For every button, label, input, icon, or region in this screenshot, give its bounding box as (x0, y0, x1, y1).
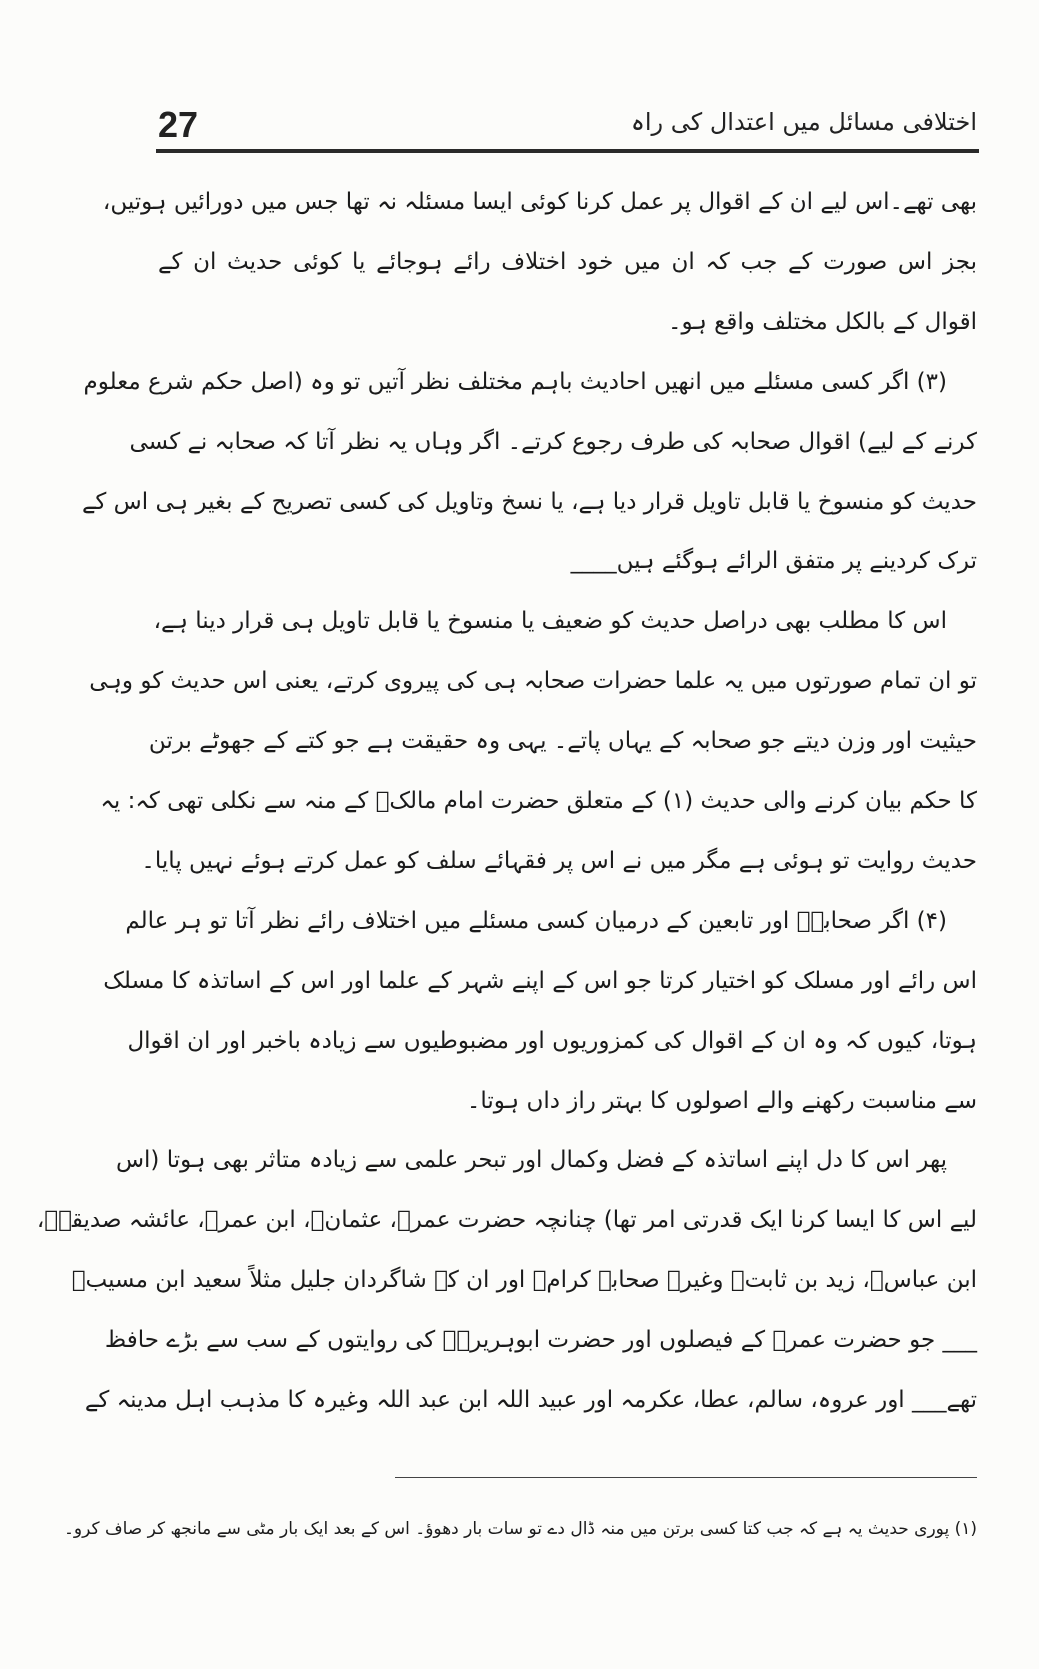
text-line: اقوال کے بالکل مختلف واقع ہو۔ (668, 308, 977, 335)
text-line: اس کا مطلب بھی دراصل حدیث کو ضعیف یا منسوخ یا قابل تاویل ہی قرار دینا ہے، (153, 608, 947, 635)
text-line: (۳) اگر کسی مسئلے میں انھیں احادیث باہم مختلف نظر آتیں تو وہ (اصل حکم شرع معلوم (83, 368, 947, 395)
text-line: سے مناسبت رکھنے والے اصولوں کا بہتر راز داں ہوتا۔ (466, 1087, 977, 1114)
text-line: کا حکم بیان کرنے والی حدیث (۱) کے متعلق حضرت امام مالکؒ کے منہ سے نکلی تھی کہ: یہ (100, 788, 977, 814)
text-line: پھر اس کا دل اپنے اساتذہ کے فضل وکمال اور تبحر علمی سے زیادہ متاثر بھی ہوتا (اس (115, 1147, 947, 1174)
text-line: کرنے کے لیے) اقوال صحابہ کی طرف رجوع کرتے۔ اگر وہاں یہ نظر آتا کہ صحابہ نے کسی (129, 428, 977, 455)
footnote-rule (395, 1477, 977, 1478)
text-line: ابن عباسؓ، زید بن ثابتؓ وغیرہ صحابہ کرامؓ اور ان کے شاگردان جلیل مثلاً سعید ابن مسیبؒ (71, 1267, 977, 1294)
running-title: اختلافی مسائل میں اعتدال کی راہ (630, 108, 977, 136)
text-line: ہوتا، کیوں کہ وہ ان کے اقوال کی کمزوریوں اور مضبوطیوں سے زیادہ باخبر اور ان اقوال (127, 1027, 977, 1054)
page-number: 27 (158, 104, 199, 145)
header-rule (156, 149, 979, 153)
footnote: (۱) پوری حدیث یہ ہے کہ جب کتا کسی برتن میں منہ ڈال دے تو سات بار دھوؤ۔ اس کے بعد ایک بار مٹی سے مانجھ کر صاف کرو۔ (63, 1519, 977, 1539)
text-line: ترک کردینے پر متفق الرائے ہوگئے ہیں____ (570, 548, 977, 575)
text-line: بھی تھے۔اس لیے ان کے اقوال پر عمل کرنا کوئی ایسا مسئلہ نہ تھا جس میں دورائیں ہوتیں، (102, 189, 977, 215)
text-line: حیثیت اور وزن دیتے جو صحابہ کے یہاں پاتے۔ یہی وہ حقیقت ہے جو کتے کے جھوٹے برتن (148, 728, 977, 755)
text-line: ___ جو حضرت عمرؓ کے فیصلوں اور حضرت ابوہریرہؓ کی روایتوں کے سب سے بڑے حافظ (104, 1327, 977, 1354)
text-line: تھے___ اور عروہ، سالم، عطا، عکرمہ اور عبید اللہ ابن عبد اللہ وغیرہ کا مذہب اہل مدینہ کے (84, 1387, 977, 1413)
text-line: حدیث کو منسوخ یا قابل تاویل قرار دیا ہے، یا نسخ وتاویل کی کسی تصریح کے بغیر ہی اس کے (81, 488, 977, 515)
text-line: (۴) اگر صحابہؓ اور تابعین کے درمیان کسی مسئلے میں اختلاف رائے نظر آتا تو ہر عالم (125, 907, 947, 934)
text-line: اس رائے اور مسلک کو اختیار کرتا جو اس کے اپنے شہر کے علما اور اس کے اساتذہ کا مسلک (103, 967, 977, 994)
text-line: حدیث روایت تو ہوئی ہے مگر میں نے اس پر فقہائے سلف کو عمل کرتے ہوئے نہیں پایا۔ (141, 847, 977, 874)
text-line: تو ان تمام صورتوں میں یہ علما حضرات صحابہ ہی کی پیروی کرتے، یعنی اس حدیث کو وہی (89, 668, 977, 695)
text-line: بجز اس صورت کے جب کہ ان میں خود اختلاف رائے ہوجائے یا کوئی حدیث ان کے (158, 248, 977, 275)
text-line: لیے اس کا ایسا کرنا ایک قدرتی امر تھا) چنانچہ حضرت عمرؓ، عثمانؓ، ابن عمرؓ، عائشہ صدیقہؓ، (36, 1207, 977, 1234)
